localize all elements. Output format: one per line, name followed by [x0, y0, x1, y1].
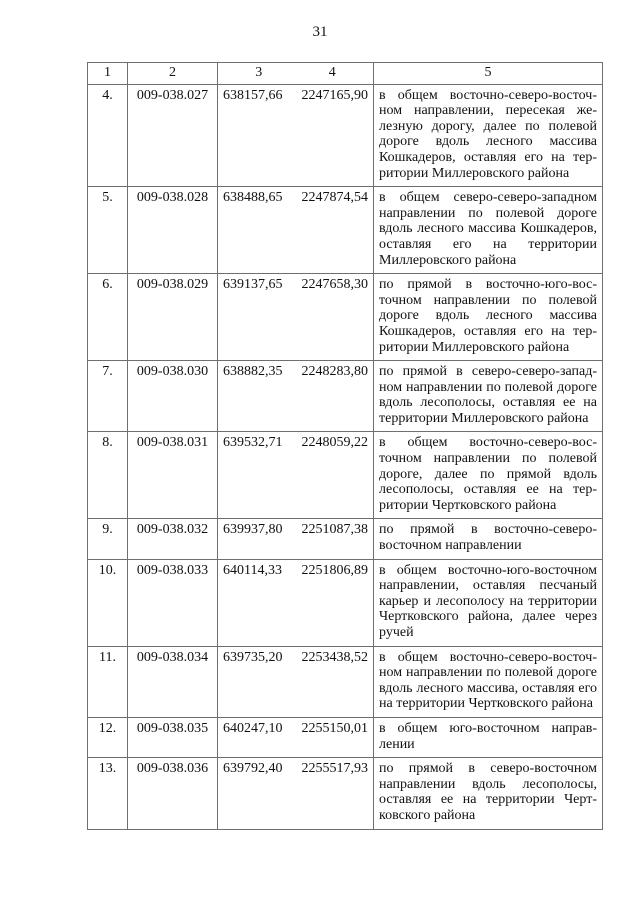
coordinate-y: 2247874,54 — [301, 190, 368, 206]
boundary-description: в общем восточно-юго-восточном направлении, оставляя песчаный карьер и лесополосу на территории Чертковского района, далее через ручей — [374, 559, 603, 646]
header-col-5: 5 — [374, 63, 603, 85]
header-col-1: 1 — [88, 63, 128, 85]
coordinate-y: 2247165,90 — [301, 87, 368, 103]
coordinates-cell — [218, 559, 374, 646]
coordinates-cell — [218, 717, 374, 757]
boundary-description: по прямой в северо-северо-западном направлении по полевой дороге вдоль лесополосы, оставляя ее на территории Миллеровского района — [374, 361, 603, 432]
boundary-description: в общем восточно-северо-восточном направлении по полевой дороге, далее по прямой вдоль лесополосы, оставляя ее на территории Чертковского района — [374, 432, 603, 519]
point-code: 009-038.033 — [128, 559, 218, 646]
boundary-description: в общем восточно-северо-восточном направлении по полевой дороге вдоль лесного массива, оставляя его на территории Чертковского района — [374, 646, 603, 717]
boundary-description: по прямой в восточно-северо-восточном направлении — [374, 519, 603, 559]
boundary-description: в общем северо-северо-западном направлении по полевой дороге вдоль лесного массива Кошкадеров, оставляя его на территории Миллеровского района — [374, 187, 603, 274]
coordinate-x: 639137,65 — [223, 277, 283, 293]
boundary-description: в общем юго-восточном направлении — [374, 717, 603, 757]
coordinate-x: 638882,35 — [223, 364, 283, 380]
coordinate-y: 2253438,52 — [301, 649, 368, 665]
boundary-description: по прямой в северо-восточном направлении вдоль лесополосы, оставляя ее на территории Чертковского района — [374, 758, 603, 829]
coordinates-cell — [218, 432, 374, 519]
coordinates-cell — [218, 646, 374, 717]
table-row — [88, 519, 603, 559]
row-number: 12. — [88, 717, 128, 757]
coordinate-x: 638488,65 — [223, 190, 283, 206]
boundary-description: в общем восточно-северо-восточном направлении, пересекая железную дорогу, далее по полевой дороге вдоль лесного массива Кошкадеров, оставляя его на территории Миллеровского района — [374, 84, 603, 187]
header-col-3: 3 — [255, 65, 263, 80]
point-code: 009-038.034 — [128, 646, 218, 717]
table-header-row — [88, 63, 603, 85]
table-row — [88, 758, 603, 829]
coordinates-cell — [218, 758, 374, 829]
coordinate-y: 2251806,89 — [301, 562, 368, 578]
coordinate-y: 2255517,93 — [301, 761, 368, 777]
table-row — [88, 84, 603, 187]
point-code: 009-038.031 — [128, 432, 218, 519]
row-number: 5. — [88, 187, 128, 274]
coordinate-x: 639532,71 — [223, 435, 283, 451]
row-number: 6. — [88, 274, 128, 361]
row-number: 8. — [88, 432, 128, 519]
point-code: 009-038.027 — [128, 84, 218, 187]
coordinates-cell — [218, 361, 374, 432]
coordinate-y: 2248059,22 — [301, 435, 368, 451]
table-row — [88, 187, 603, 274]
table-row — [88, 432, 603, 519]
coordinates-cell — [218, 274, 374, 361]
table-row — [88, 274, 603, 361]
row-number: 10. — [88, 559, 128, 646]
row-number: 13. — [88, 758, 128, 829]
point-code: 009-038.035 — [128, 717, 218, 757]
row-number: 9. — [88, 519, 128, 559]
coordinate-x: 639937,80 — [223, 522, 283, 538]
coordinate-y: 2255150,01 — [301, 720, 368, 736]
table-row — [88, 361, 603, 432]
point-code: 009-038.028 — [128, 187, 218, 274]
header-col-4: 4 — [328, 65, 336, 80]
table-row — [88, 646, 603, 717]
point-code: 009-038.030 — [128, 361, 218, 432]
row-number: 4. — [88, 84, 128, 187]
coordinates-cell — [218, 187, 374, 274]
row-number: 7. — [88, 361, 128, 432]
coordinate-x: 639792,40 — [223, 761, 283, 777]
point-code: 009-038.036 — [128, 758, 218, 829]
coordinate-y: 2248283,80 — [301, 364, 368, 380]
header-col-2: 2 — [128, 63, 218, 85]
page-number: 31 — [312, 24, 328, 40]
boundary-description: по прямой в восточно-юго-восточном направлении по полевой дороге вдоль лесного массива Кошкадеров, оставляя его на территории Миллеровского района — [374, 274, 603, 361]
coordinate-x: 640247,10 — [223, 720, 283, 736]
coordinate-y: 2251087,38 — [301, 522, 368, 538]
header-col-3-4 — [218, 63, 374, 85]
coordinates-cell — [218, 519, 374, 559]
coordinate-x: 638157,66 — [223, 87, 283, 103]
coordinate-y: 2247658,30 — [301, 277, 368, 293]
coordinate-x: 639735,20 — [223, 649, 283, 665]
row-number: 11. — [88, 646, 128, 717]
boundary-table — [87, 62, 603, 830]
table-row — [88, 717, 603, 757]
coordinate-x: 640114,33 — [223, 562, 282, 578]
table-row — [88, 559, 603, 646]
coordinates-cell — [218, 84, 374, 187]
point-code: 009-038.029 — [128, 274, 218, 361]
point-code: 009-038.032 — [128, 519, 218, 559]
